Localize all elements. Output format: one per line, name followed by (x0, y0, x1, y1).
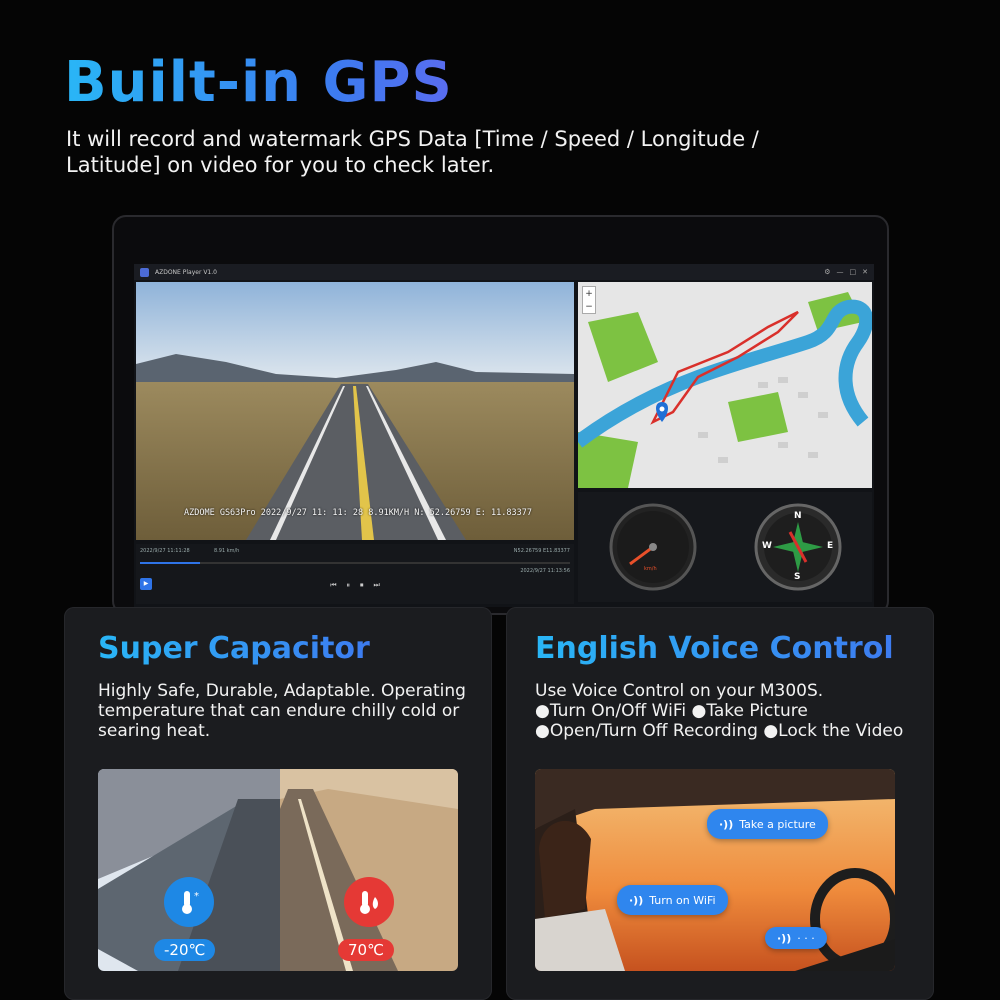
driver-image (535, 769, 895, 971)
coords-readout: N52.26759 E11.83377 (513, 548, 570, 554)
settings-icon[interactable]: ⚙ (824, 268, 831, 276)
compass-s: S (794, 572, 801, 582)
zoom-in-button[interactable]: + (585, 288, 593, 299)
voice-control-card (506, 607, 934, 1000)
prev-icon[interactable]: ⏮ (330, 580, 337, 589)
app-logo-icon (140, 268, 149, 277)
temperature-image (98, 769, 458, 971)
super-capacitor-card (64, 607, 492, 1000)
compass-n: N (794, 511, 802, 521)
capacitor-title: Super Capacitor (98, 631, 370, 666)
minimize-icon[interactable]: — (836, 268, 844, 276)
voice-wave-icon: ·)) (777, 931, 792, 945)
progress-fill (140, 562, 200, 564)
gps-map[interactable] (578, 282, 872, 488)
player-controls (136, 544, 574, 604)
typing-dots: · · · (797, 931, 815, 945)
hot-temp-badge: 70℃ (338, 939, 394, 961)
speedometer-unit: km/h (644, 566, 657, 572)
time-start: 2022/9/27 11:11:28 (140, 548, 190, 554)
voice-wave-icon: ·)) (719, 817, 734, 831)
road-scene-image (136, 282, 574, 540)
map-image (578, 282, 872, 488)
typing-bubble (765, 927, 827, 949)
next-icon[interactable]: ⏭ (373, 580, 380, 589)
stop-icon[interactable]: ⏹ (360, 580, 364, 589)
speed-readout: 8.91 km/h (214, 548, 240, 554)
map-zoom-control[interactable] (582, 286, 596, 314)
page-subtitle: It will record and watermark GPS Data [Time / Speed / Longitude / Latitude] on video for you to check later. (66, 127, 759, 177)
svg-text:*: * (194, 891, 199, 902)
zoom-out-button[interactable]: − (585, 301, 593, 312)
compass-e: E (827, 541, 834, 551)
video-view[interactable] (136, 282, 574, 540)
turn-on-wifi-bubble (617, 885, 728, 915)
gauges-panel (578, 492, 872, 602)
cold-temp-badge: -20℃ (154, 939, 215, 961)
voice-line-1: Use Voice Control on your M300S. (535, 681, 824, 701)
close-icon[interactable]: ✕ (862, 268, 868, 276)
voice-line-2: ●Turn On/Off WiFi ●Take Picture (535, 701, 808, 721)
player-app-title: AZDONE Player V1.0 (155, 268, 217, 276)
turn-on-wifi-label: Turn on WiFi (649, 893, 716, 907)
voice-wave-icon: ·)) (629, 893, 644, 907)
snowflake-thermometer-icon (164, 877, 214, 927)
take-picture-label: Take a picture (739, 817, 816, 831)
player-titlebar (134, 264, 874, 280)
play-mode-icon[interactable]: ▶ (140, 578, 152, 590)
voice-line-3: ●Open/Turn Off Recording ●Lock the Video (535, 721, 904, 741)
cold-hot-road-image (98, 769, 458, 971)
pause-icon[interactable]: ⏸ (346, 580, 350, 589)
take-picture-bubble (707, 809, 828, 839)
gps-watermark: AZDOME GS63Pro 2022/9/27 11: 11: 28 8.91KM/H N: 52.26759 E: 11.83377 (184, 508, 532, 518)
player-window (134, 264, 874, 607)
car-interior-image (535, 769, 895, 971)
flame-thermometer-icon (344, 877, 394, 927)
voice-text (535, 681, 933, 741)
compass-w: W (762, 541, 772, 551)
laptop-frame (112, 215, 889, 615)
time-end: 2022/9/27 11:13:56 (520, 568, 570, 574)
maximize-icon[interactable]: □ (849, 268, 857, 276)
voice-title: English Voice Control (535, 631, 894, 666)
capacitor-text: Highly Safe, Durable, Adaptable. Operating temperature that can endure chilly cold or searing heat. (98, 681, 466, 741)
page-title: Built-in GPS (64, 50, 453, 115)
playback-progress[interactable] (140, 562, 570, 564)
